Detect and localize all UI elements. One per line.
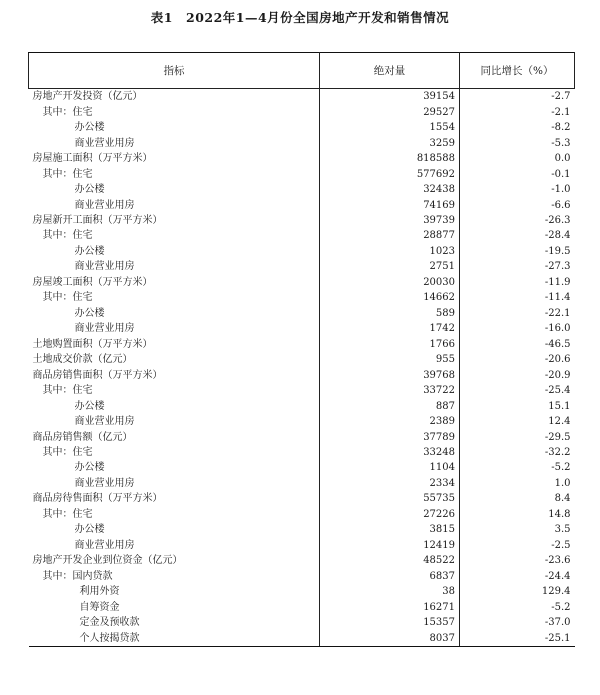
table-row — [29, 367, 575, 382]
cell-yoy-growth: -8.2 — [551, 122, 571, 134]
cell-indicator: 办公楼 — [29, 522, 320, 537]
cell-indicator: 其中：住宅 — [29, 290, 320, 305]
cell-yoy-growth: -5.3 — [551, 137, 571, 149]
cell-indicator: 定金及预收款 — [29, 615, 320, 630]
cell-absolute-value: 32438 — [320, 182, 460, 197]
cell-absolute-value: 14662 — [320, 290, 460, 305]
cell-absolute-value: 1554 — [320, 120, 460, 135]
cell-yoy-growth: -2.5 — [551, 539, 571, 551]
cell-absolute-value: 2389 — [320, 414, 460, 429]
table-row — [29, 135, 575, 150]
cell-absolute-value: 27226 — [320, 507, 460, 522]
cell-indicator: 办公楼 — [29, 182, 320, 197]
cell-absolute-value: 15357 — [320, 615, 460, 630]
cell-absolute-value: 818588 — [320, 151, 460, 166]
cell-absolute-value: 887 — [320, 398, 460, 413]
cell-yoy-growth: -16.0 — [544, 323, 571, 335]
cell-yoy-growth: -19.5 — [544, 245, 571, 257]
cell-indicator: 房屋施工面积（万平方米） — [29, 151, 320, 166]
cell-absolute-value: 577692 — [320, 166, 460, 181]
table-row — [29, 151, 575, 166]
table-row — [29, 321, 575, 336]
cell-indicator: 商业营业用房 — [29, 538, 320, 553]
table-body — [29, 89, 575, 647]
header-absolute-value: 绝对量 — [320, 53, 460, 89]
cell-absolute-value: 39154 — [320, 89, 460, 105]
cell-absolute-value: 29527 — [320, 104, 460, 119]
cell-yoy-growth: -27.3 — [544, 261, 571, 273]
cell-yoy-growth: 14.8 — [548, 508, 571, 520]
cell-absolute-value: 2751 — [320, 259, 460, 274]
cell-yoy-growth: -32.2 — [544, 447, 571, 459]
cell-indicator: 办公楼 — [29, 244, 320, 259]
table-row — [29, 584, 575, 599]
table-row — [29, 337, 575, 352]
table-row — [29, 352, 575, 367]
cell-absolute-value: 6837 — [320, 569, 460, 584]
cell-absolute-value: 33248 — [320, 445, 460, 460]
cell-yoy-growth: -26.3 — [544, 214, 571, 226]
cell-absolute-value: 28877 — [320, 228, 460, 243]
cell-yoy-growth: -46.5 — [544, 338, 571, 350]
cell-absolute-value: 38 — [320, 584, 460, 599]
cell-yoy-growth: -11.4 — [544, 292, 571, 304]
cell-absolute-value: 589 — [320, 306, 460, 321]
cell-indicator: 其中：国内贷款 — [29, 569, 320, 584]
cell-absolute-value: 2334 — [320, 476, 460, 491]
cell-yoy-growth: -1.0 — [551, 184, 571, 196]
cell-indicator: 其中：住宅 — [29, 507, 320, 522]
table-row — [29, 615, 575, 630]
table-row — [29, 104, 575, 119]
table-row — [29, 553, 575, 568]
cell-indicator: 个人按揭贷款 — [29, 630, 320, 646]
cell-yoy-growth: -24.4 — [544, 570, 571, 582]
cell-indicator: 商业营业用房 — [29, 197, 320, 212]
table-row — [29, 213, 575, 228]
table-row — [29, 228, 575, 243]
cell-yoy-growth: 129.4 — [541, 586, 571, 598]
cell-indicator: 其中：住宅 — [29, 445, 320, 460]
cell-indicator: 其中：住宅 — [29, 104, 320, 119]
cell-absolute-value: 55735 — [320, 491, 460, 506]
cell-indicator: 商业营业用房 — [29, 135, 320, 150]
table-row — [29, 166, 575, 181]
table-row — [29, 522, 575, 537]
cell-yoy-growth: -37.0 — [544, 617, 571, 629]
cell-indicator: 商业营业用房 — [29, 321, 320, 336]
cell-yoy-growth: -6.6 — [551, 199, 571, 211]
cell-absolute-value: 12419 — [320, 538, 460, 553]
table-row — [29, 259, 575, 274]
cell-indicator: 商业营业用房 — [29, 476, 320, 491]
table-row — [29, 507, 575, 522]
cell-absolute-value: 1023 — [320, 244, 460, 259]
table-title: 表1 2022年1—4月份全国房地产开发和销售情况 — [150, 10, 450, 25]
table-row — [29, 491, 575, 506]
cell-yoy-growth: 3.5 — [554, 524, 571, 536]
cell-absolute-value: 39739 — [320, 213, 460, 228]
cell-absolute-value: 1104 — [320, 460, 460, 475]
cell-indicator: 房地产开发投资（亿元） — [29, 89, 320, 105]
cell-absolute-value: 3815 — [320, 522, 460, 537]
cell-yoy-growth: -5.2 — [551, 462, 571, 474]
table-row — [29, 429, 575, 444]
cell-absolute-value: 8037 — [320, 630, 460, 646]
cell-yoy-growth: -0.1 — [551, 168, 571, 180]
cell-yoy-growth: -23.6 — [544, 555, 571, 567]
table-row — [29, 460, 575, 475]
cell-indicator: 自筹资金 — [29, 599, 320, 614]
cell-absolute-value: 39768 — [320, 367, 460, 382]
cell-yoy-growth: -2.7 — [551, 91, 571, 103]
cell-yoy-growth: -11.9 — [544, 276, 571, 288]
table-row — [29, 120, 575, 135]
table-row — [29, 414, 575, 429]
cell-indicator: 土地成交价款（亿元） — [29, 352, 320, 367]
cell-yoy-growth: -29.5 — [544, 431, 571, 443]
cell-indicator: 其中：住宅 — [29, 383, 320, 398]
table-row — [29, 445, 575, 460]
cell-indicator: 房屋新开工面积（万平方米） — [29, 213, 320, 228]
statistics-table — [28, 52, 575, 647]
table-row — [29, 197, 575, 212]
cell-indicator: 房地产开发企业到位资金（亿元） — [29, 553, 320, 568]
cell-yoy-growth: -2.1 — [551, 106, 571, 118]
cell-absolute-value: 3259 — [320, 135, 460, 150]
cell-yoy-growth: -22.1 — [544, 307, 571, 319]
header-indicator: 指标 — [29, 53, 320, 89]
table-row — [29, 599, 575, 614]
header-yoy-growth: 同比增长（%） — [460, 53, 575, 89]
cell-yoy-growth: 12.4 — [548, 416, 571, 428]
cell-yoy-growth: 8.4 — [554, 493, 571, 505]
cell-indicator: 利用外资 — [29, 584, 320, 599]
cell-indicator: 商品房销售面积（万平方米） — [29, 367, 320, 382]
cell-indicator: 商业营业用房 — [29, 259, 320, 274]
cell-absolute-value: 48522 — [320, 553, 460, 568]
table-row — [29, 538, 575, 553]
cell-indicator: 商业营业用房 — [29, 414, 320, 429]
cell-absolute-value: 33722 — [320, 383, 460, 398]
cell-indicator: 商品房销售额（亿元） — [29, 429, 320, 444]
table-row — [29, 275, 575, 290]
cell-absolute-value: 16271 — [320, 599, 460, 614]
table-row — [29, 244, 575, 259]
cell-indicator: 土地购置面积（万平方米） — [29, 337, 320, 352]
table-row — [29, 89, 575, 105]
cell-yoy-growth: -20.9 — [544, 369, 571, 381]
table-row — [29, 306, 575, 321]
table-row — [29, 476, 575, 491]
cell-indicator: 办公楼 — [29, 398, 320, 413]
cell-absolute-value: 955 — [320, 352, 460, 367]
cell-indicator: 商品房待售面积（万平方米） — [29, 491, 320, 506]
cell-yoy-growth: 0.0 — [554, 153, 571, 165]
table-header-row — [29, 53, 575, 89]
cell-indicator: 房屋竣工面积（万平方米） — [29, 275, 320, 290]
cell-indicator: 其中：住宅 — [29, 166, 320, 181]
cell-indicator: 办公楼 — [29, 306, 320, 321]
cell-indicator: 办公楼 — [29, 460, 320, 475]
table-row — [29, 398, 575, 413]
cell-absolute-value: 1742 — [320, 321, 460, 336]
cell-absolute-value: 1766 — [320, 337, 460, 352]
table-row — [29, 182, 575, 197]
table-row — [29, 569, 575, 584]
table-row — [29, 630, 575, 646]
cell-absolute-value: 74169 — [320, 197, 460, 212]
cell-yoy-growth: 1.0 — [554, 477, 571, 489]
cell-absolute-value: 20030 — [320, 275, 460, 290]
cell-absolute-value: 37789 — [320, 429, 460, 444]
cell-yoy-growth: -5.2 — [551, 601, 571, 613]
cell-yoy-growth: -20.6 — [544, 354, 571, 366]
table-row — [29, 383, 575, 398]
cell-yoy-growth: 15.1 — [548, 400, 571, 412]
cell-yoy-growth: -25.4 — [544, 385, 571, 397]
cell-yoy-growth: -25.1 — [460, 630, 575, 646]
cell-indicator: 办公楼 — [29, 120, 320, 135]
table-row — [29, 290, 575, 305]
cell-indicator: 其中：住宅 — [29, 228, 320, 243]
cell-yoy-growth: -28.4 — [544, 230, 571, 242]
